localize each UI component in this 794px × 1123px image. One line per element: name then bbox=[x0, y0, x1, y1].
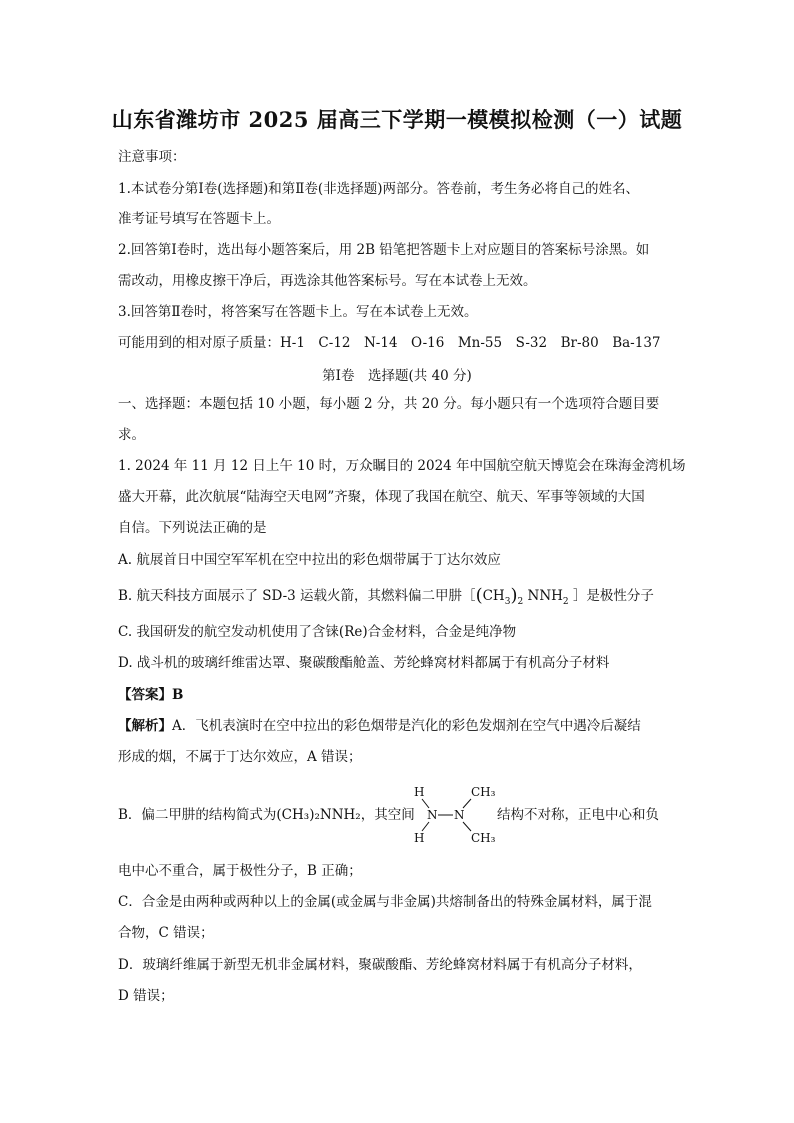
analysis-b-post: 结构不对称，正电中心和负 bbox=[497, 807, 659, 823]
bond bbox=[463, 799, 471, 808]
atom-n: N bbox=[454, 808, 465, 822]
notice-line: 2.回答第Ⅰ卷时，选出每小题答案后，用 2B 铅笔把答题卡上对应题目的答案标号涂黑。如 bbox=[118, 242, 650, 258]
option-b-text: B. 航天科技方面展示了 SD-3 运载火箭，其燃料偏二甲肼［ bbox=[118, 588, 476, 604]
answer: 【答案】B bbox=[118, 687, 184, 703]
question-stem: 1. 2024 年 11 月 12 日上午 10 时，万众瞩目的 2024 年中国航空航天博览会在珠海金湾机场 bbox=[118, 458, 686, 474]
notice-line: 3.回答第Ⅱ卷时，将答案写在答题卡上。写在本试卷上无效。 bbox=[118, 304, 478, 320]
analysis-a: 【解析】A．飞机表演时在空中拉出的彩色烟带是汽化的彩色发烟剂在空气中遇冷后凝结 bbox=[118, 718, 641, 734]
option-a: A. 航展首日中国空军军机在空中拉出的彩色烟带属于丁达尔效应 bbox=[118, 552, 501, 568]
option-d: D. 战斗机的玻璃纤维雷达罩、聚碳酸酯舱盖、芳纶蜂窝材料都属于有机高分子材料 bbox=[118, 655, 610, 671]
section-title: 第Ⅰ卷 选择题(共 40 分) bbox=[322, 368, 472, 384]
option-c: C. 我国研发的航空发动机使用了含铼(Re)合金材料，合金是纯净物 bbox=[118, 624, 517, 640]
question-stem: 自信。下列说法正确的是 bbox=[118, 520, 267, 536]
atomic-mass-line: 可能用到的相对原子质量：H-1 C-12 N-14 O-16 Mn-55 S-32 Br-80 Ba-137 bbox=[118, 335, 661, 351]
part-intro: 求。 bbox=[118, 427, 145, 443]
analysis-d: D 错误； bbox=[118, 988, 174, 1004]
option-b bbox=[118, 586, 654, 607]
bond bbox=[422, 799, 429, 808]
dimethylhydrazine-structure bbox=[410, 782, 500, 848]
analysis-tag: 【解析】 bbox=[118, 718, 172, 734]
notice-line: 需改动，用橡皮擦干净后，再选涂其他答案标号。写在本试卷上无效。 bbox=[118, 273, 537, 289]
atom-h: H bbox=[414, 831, 425, 845]
notice-line: 1.本试卷分第Ⅰ卷(选择题)和第Ⅱ卷(非选择题)两部分。答卷前，考生务必将自己的姓名、 bbox=[118, 181, 639, 197]
bond bbox=[463, 822, 471, 831]
analysis-c: C．合金是由两种或两种以上的金属(或金属与非金属)共熔制备出的特殊金属材料，属于混 bbox=[118, 894, 652, 910]
group-ch3: CH₃ bbox=[471, 831, 496, 845]
formula: $(CH_3)_2$ $NNH_2$ bbox=[475, 585, 569, 607]
notice-heading: 注意事项： bbox=[118, 149, 186, 165]
option-b-text: ］是极性分子 bbox=[572, 588, 654, 604]
question-stem: 盛大开幕，此次航展“陆海空天电网”齐聚，体现了我国在航空、航天、军事等领域的大国 bbox=[118, 489, 645, 505]
atom-h: H bbox=[414, 785, 425, 799]
group-ch3: CH₃ bbox=[471, 785, 496, 799]
part-intro: 一、选择题：本题包括 10 小题，每小题 2 分，共 20 分。每小题只有一个选项符合题目要 bbox=[118, 396, 660, 412]
notice-line: 准考证号填写在答题卡上。 bbox=[118, 211, 280, 227]
analysis-d: D．玻璃纤维属于新型无机非金属材料，聚碳酸酯、芳纶蜂窝材料属于有机高分子材料， bbox=[118, 957, 642, 973]
analysis-c: 合物，C 错误； bbox=[118, 925, 214, 941]
page-title: 山东省潍坊市 2025 届高三下学期一模模拟检测（一）试题 bbox=[111, 107, 683, 132]
analysis-a: 形成的烟，不属于丁达尔效应，A 错误； bbox=[118, 749, 362, 765]
analysis-b: 电中心不重合，属于极性分子，B 正确； bbox=[118, 863, 362, 879]
atom-n: N bbox=[427, 808, 438, 822]
bond bbox=[422, 822, 429, 831]
analysis-b-pre: B．偏二甲肼的结构简式为(CH₃)₂NNH₂，其空间 bbox=[118, 807, 415, 823]
